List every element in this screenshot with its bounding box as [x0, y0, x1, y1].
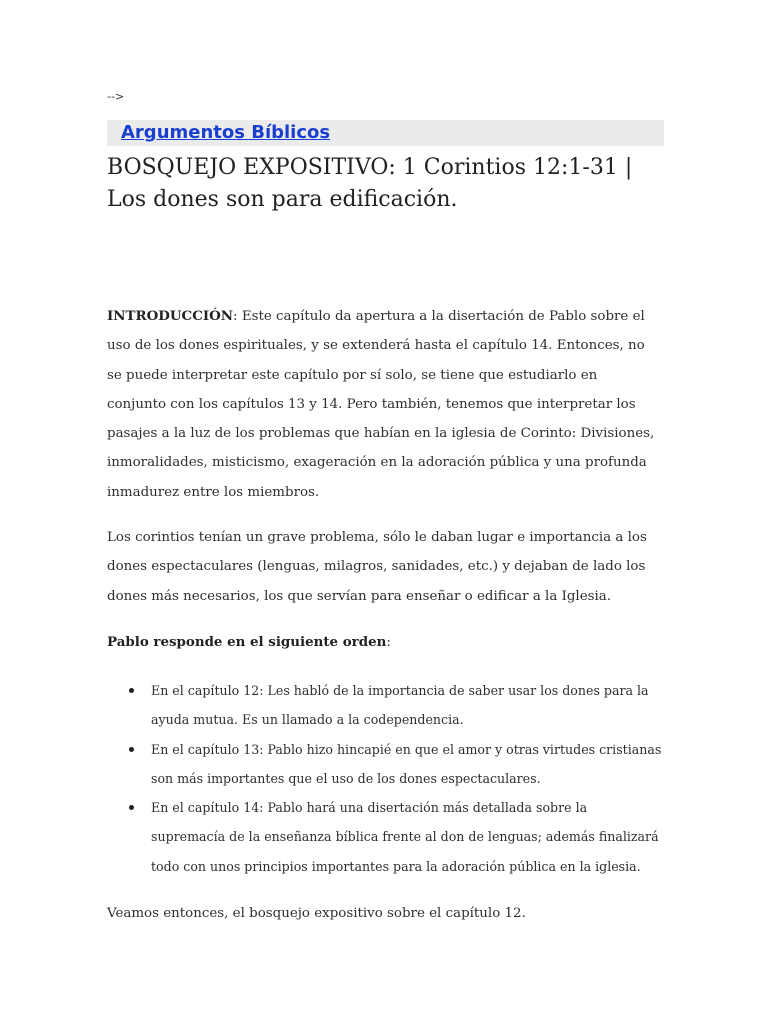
- list-item: [107, 793, 662, 881]
- comment-marker: -->: [107, 90, 125, 103]
- intro-label: INTRODUCCIÓN: [107, 308, 234, 324]
- intro-text: : Este capítulo da apertura a la disertación de Pablo sobre el uso de los dones espirituales, y se extenderá hasta el capítulo 14. Entonces, no se puede interpretar este capítulo por sí solo, se tiene que estudiarlo en conjunto con los capítulos 13 y 14. Pero también, tenemos que interpretar los pasajes a la luz de los problemas que habían en la iglesia de Corinto: Divisiones, inmoralidades, misticismo, exageración en la adoración pública y una profunda inmadurez entre los miembros.: [107, 309, 655, 500]
- bullet-icon: [129, 805, 134, 810]
- bullet-icon: [129, 688, 134, 693]
- list-item: [107, 735, 662, 794]
- pablo-heading: [107, 628, 657, 657]
- list-item-text: En el capítulo 13: Pablo hizo hincapié en que el amor y otras virtudes cristianas son más importantes que el uso de los dones espectaculares.: [151, 741, 662, 786]
- list-item: [107, 676, 662, 735]
- blog-header-bar: [107, 120, 664, 146]
- list-item-text: En el capítulo 14: Pablo hará una disertación más detallada sobre la supremacía de la enseñanza bíblica frente al don de lenguas; además finalizará todo con unos principios importantes para la adoración pública en la iglesia.: [151, 800, 659, 874]
- pablo-suffix: :: [386, 635, 391, 650]
- problem-paragraph: Los corintios tenían un grave problema, sólo le daban lugar e importancia a los dones espectaculares (lenguas, milagros, sanidades, etc.) y dejaban de lado los dones más necesarios, los que servían para enseñar o edificar a la Iglesia.: [107, 530, 647, 604]
- pablo-label: Pablo responde en el siguiente orden: [107, 634, 387, 650]
- bullet-icon: [129, 747, 134, 752]
- closing-paragraph: Veamos entonces, el bosquejo expositivo sobre el capítulo 12.: [107, 906, 526, 921]
- post-title: BOSQUEJO EXPOSITIVO: 1 Corintios 12:1-31 | Los dones son para edificación.: [107, 155, 633, 212]
- intro-paragraph: [107, 302, 657, 507]
- list-item-text: En el capítulo 12: Les habló de la importancia de saber usar los dones para la ayuda mutua. Es un llamado a la codependencia.: [151, 683, 649, 728]
- blog-name-link[interactable]: Argumentos Bíblicos: [121, 122, 331, 143]
- chapter-list: [107, 676, 662, 881]
